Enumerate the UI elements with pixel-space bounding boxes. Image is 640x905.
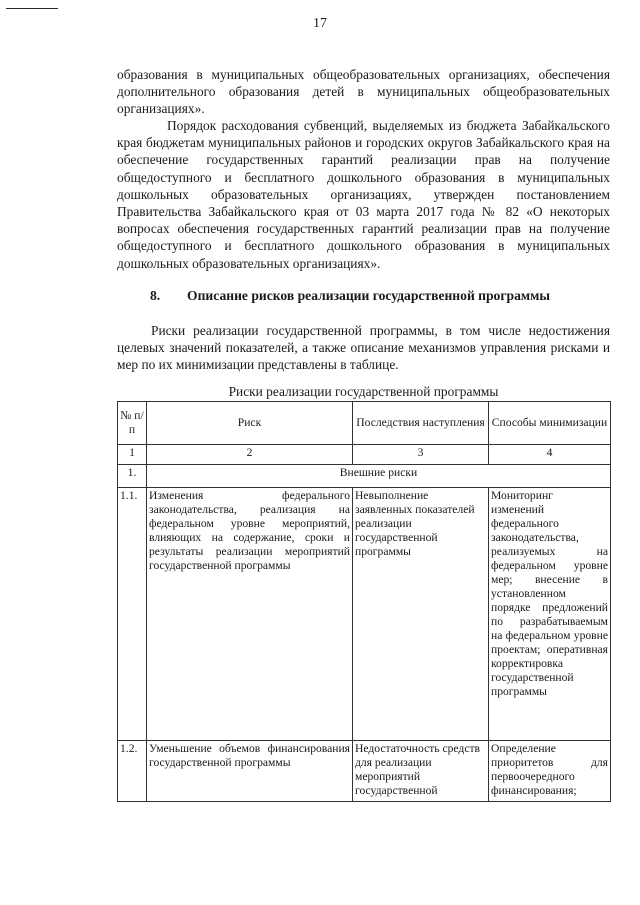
consequence-cell: Недостаточность средств для реализации мероприятий государственной — [353, 741, 489, 802]
corner-line-mark — [6, 8, 58, 9]
header-consequence: Последствия наступления — [353, 402, 489, 445]
header-mitigation: Способы минимизации — [489, 402, 611, 445]
section-number: 8. — [150, 288, 161, 303]
row-number: 1.1. — [118, 488, 147, 741]
risk-cell: Изменения федерального законодательства, реализация на федеральном уровне мероприятий, влияющих на содержание, сроки и результаты реализации мероприятий государственной программы — [147, 488, 353, 741]
group-title: Внешние риски — [147, 465, 611, 488]
mitigation-cell: Мониторинг изменений федерального законодательства, реализуемых на федеральном уровне мер; внесение в установленном порядке предложений по разрабатываемым на федеральном уровне проектам; оперативная корректировка государственной программы — [489, 488, 611, 741]
table-row — [118, 741, 611, 802]
paragraph-risks-intro: Риски реализации государственной программы, в том числе недостижения целевых значений показателей, а также описание механизмов управления рисками и мер по их минимизации представлены в таблице. — [117, 323, 610, 373]
paragraph-subvention-procedure: Порядок расходования субвенций, выделяемых из бюджета Забайкальского края бюджетам муниципальных районов и городских округов Забайкальского края на обеспечение государственных гарантий реализации прав на получение общедоступного и бесплатного дошкольного образования в муниципальных дошкольных образовательных организациях, утвержден постановлением Правительства Забайкальского края от 03 марта 2017 года № 82 «О некоторых вопросах обеспечения государственных гарантий реализации прав на получение общедоступного и бесплатного дошкольного образования в муниципальных дошкольных образовательных организациях». — [117, 118, 610, 271]
mitigation-cell: Определение приоритетов для первоочередного финансирования; — [489, 741, 611, 802]
table-header-row — [118, 402, 611, 445]
table-title: Риски реализации государственной программы — [228, 384, 499, 399]
header-num: № п/п — [118, 402, 147, 445]
risk-table — [117, 401, 611, 802]
column-number: 2 — [147, 445, 353, 465]
risk-cell: Уменьшение объемов финансирования государственной программы — [147, 741, 353, 802]
header-risk: Риск — [147, 402, 353, 445]
page-number: 17 — [313, 16, 327, 31]
column-number: 4 — [489, 445, 611, 465]
column-number: 3 — [353, 445, 489, 465]
column-number: 1 — [118, 445, 147, 465]
group-number: 1. — [118, 465, 147, 488]
consequence-cell: Невыполнение заявленных показателей реализации государственной программы — [353, 488, 489, 741]
table-group-row — [118, 465, 611, 488]
section-title: Описание рисков реализации государственной программы — [187, 288, 551, 303]
paragraph-continuation: образования в муниципальных общеобразовательных организациях, обеспечения дополнительного образования детей в муниципальных общеобразовательных организациях». — [117, 67, 610, 117]
column-number-row — [118, 445, 611, 465]
section-heading — [150, 288, 550, 304]
table-row — [118, 488, 611, 741]
row-number: 1.2. — [118, 741, 147, 802]
